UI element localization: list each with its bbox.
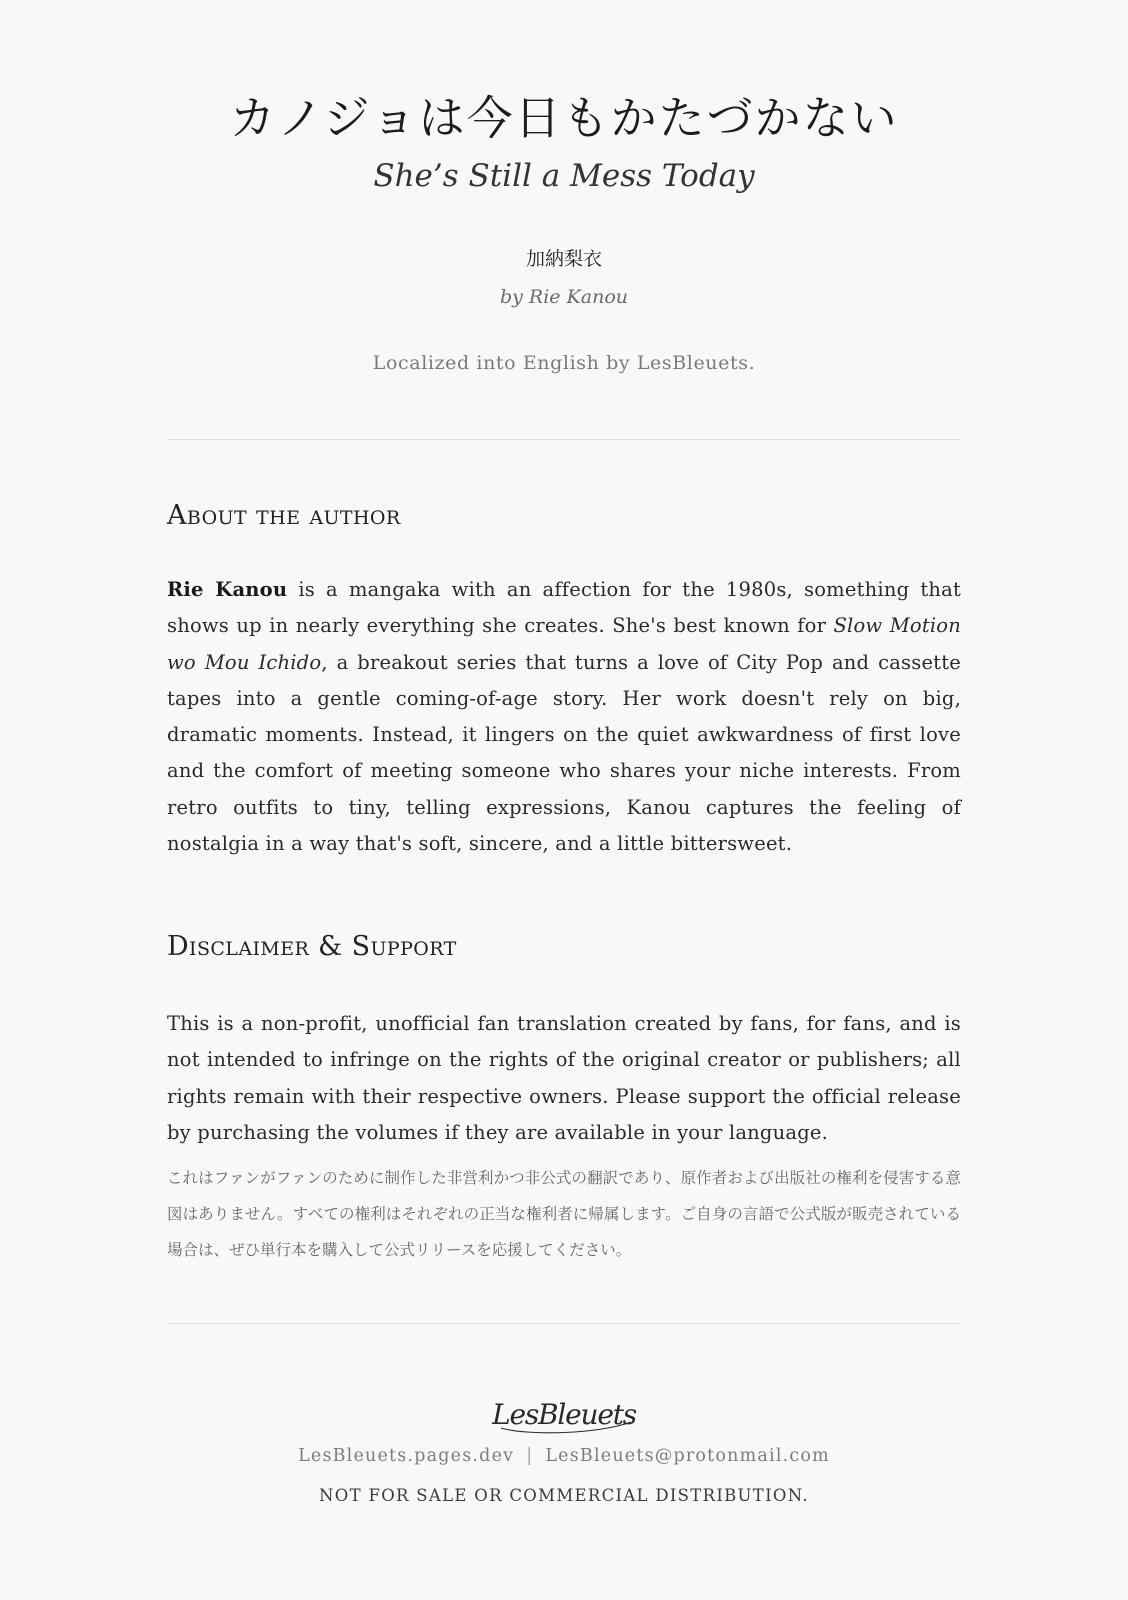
author-name: Rie Kanou [167, 578, 288, 601]
lesbleuets-logo [0, 1392, 1128, 1438]
distribution-notice: NOT FOR SALE OR COMMERCIAL DISTRIBUTION. [319, 1486, 809, 1505]
about-text-1: is a mangaka with an affection for the 1980s, something that shows up in nearly everything she creates. She's best known for [167, 578, 962, 638]
contact-separator: | [526, 1446, 534, 1466]
disclaimer-paragraph: This is a non-profit, unofficial fan translation created by fans, for fans, and is not intended to infringe on the rights of the original creator or publishers; all rights remain with their respective owners. Please support the official release by purchasing the volumes if they are available in your language. [167, 1012, 961, 1144]
contact-line [0, 1446, 1128, 1466]
website-link[interactable]: LesBleuets.pages.dev [298, 1446, 515, 1466]
signature-logo-icon [489, 1392, 639, 1438]
localization-credit: Localized into English by LesBleuets. [372, 352, 756, 374]
divider [167, 439, 961, 440]
disclaimer-heading: Disclaimer & Support [167, 931, 457, 962]
email-link[interactable]: LesBleuets@protonmail.com [545, 1446, 830, 1466]
series-title: Slow Motion wo Mou Ichido [167, 614, 961, 674]
title-japanese: カノジョは今日もかたづかない [229, 91, 899, 145]
title-english: She’s Still a Mess Today [373, 158, 755, 194]
disclaimer-paragraph-japanese: これはファンがファンのために制作した非営利かつ非公式の翻訳であり、原作者および出版社の権利を侵害する意図はありません。すべての権利はそれぞれの正当な権利者に帰属します。ご自身の言語で公式版が販売されている場合は、ぜひ単行本を購入して公式リリースを応援してください。 [167, 1169, 961, 1259]
svg-text:LesBleuets: LesBleuets [492, 1398, 636, 1431]
divider [167, 1323, 961, 1324]
about-text-2: , a breakout series that turns a love of City Pop and cassette tapes into a gentle coming-of-age story. Her work doesn't rely on big, dramatic moments. Instead, it lingers on the quiet awkwardness of first love and the comfort of meeting someone who shares your niche interests. From retro outfits to tiny, telling expressions, Kanou captures the feeling of nostalgia in a way that's soft, sincere, and a little bittersweet. [167, 650, 961, 856]
author-english: by Rie Kanou [499, 286, 629, 308]
author-japanese: 加納梨衣 [525, 248, 602, 270]
about-heading: About the author [167, 500, 401, 531]
about-paragraph [167, 572, 961, 862]
